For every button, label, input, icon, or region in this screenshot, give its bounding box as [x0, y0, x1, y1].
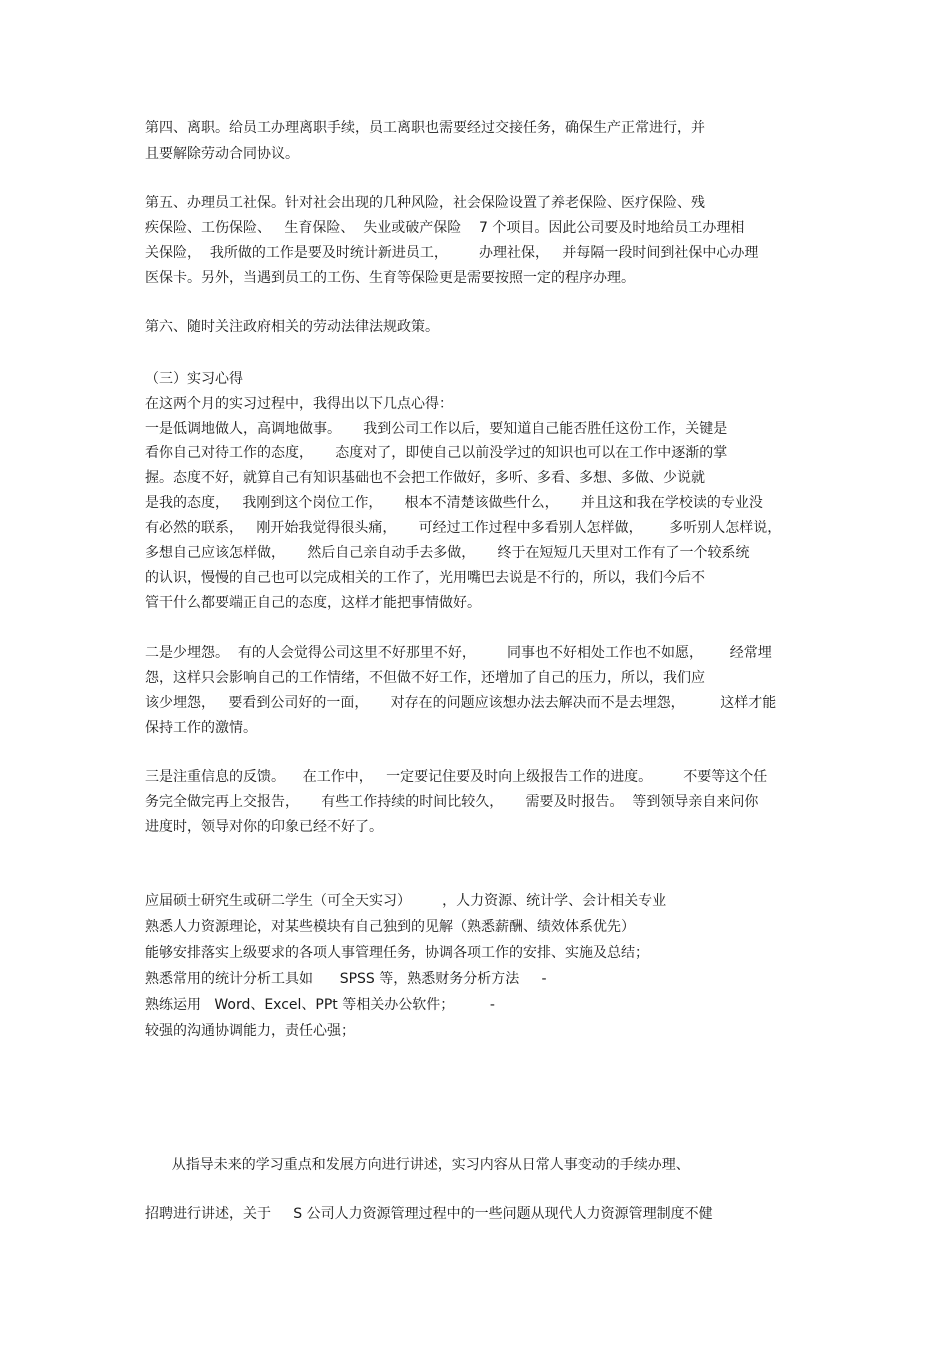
- text-line: 的认识，慢慢的自己也可以完成相关的工作了，光用嘴巴去说是不行的，所以，我们今后不: [145, 570, 705, 586]
- text-line: 关保险， 我所做的工作是要及时统计新进员工， 办理社保， 并每隔一段时间到社保中心办理: [145, 245, 759, 261]
- text-line: 第五、办理员工社保。针对社会出现的几种风险，社会保险设置了养老保险、医疗保险、残: [145, 195, 705, 211]
- requirement-line: 熟悉常用的统计分析工具如 SPSS 等，熟悉财务分析方法 -: [145, 971, 547, 987]
- text-line: 怨，这样只会影响自己的工作情绪，不但做不好工作，还增加了自己的压力，所以，我们应: [145, 670, 705, 686]
- text-line: 在这两个月的实习过程中，我得出以下几点心得：: [145, 396, 453, 412]
- text-line: 招聘进行讲述，关于 S 公司人力资源管理过程中的一些问题从现代人力资源管理制度不健: [145, 1206, 713, 1222]
- text-line: 是我的态度， 我刚到这个岗位工作， 根本不清楚该做些什么， 并且这和我在学校读的专业没: [145, 495, 763, 511]
- text-line: 一是低调地做人，高调地做事。 我到公司工作以后，要知道自己能否胜任这份工作，关键是: [145, 421, 728, 437]
- text-line: 进度时，领导对你的印象已经不好了。: [145, 819, 383, 835]
- requirement-line: 较强的沟通协调能力，责任心强；: [145, 1023, 355, 1039]
- text-line: 三是注重信息的反馈。 在工作中， 一定要记住要及时向上级报告工作的进度。 不要等这个任: [145, 769, 768, 785]
- requirement-line: 熟悉人力资源理论，对某些模块有自己独到的见解（熟悉薪酬、绩效体系优先）: [145, 919, 635, 935]
- text-line: 管干什么都要端正自己的态度，这样才能把事情做好。: [145, 595, 481, 611]
- text-line: 握。态度不好，就算自己有知识基础也不会把工作做好，多听、多看、多想、多做、少说就: [145, 470, 705, 486]
- text-line: 该少埋怨， 要看到公司好的一面， 对存在的问题应该想办法去解决而不是去埋怨， 这样才能: [145, 695, 777, 711]
- text-line: 且要解除劳动合同协议。: [145, 146, 299, 162]
- text-line: 第六、随时关注政府相关的劳动法律法规政策。: [145, 319, 439, 335]
- text-line: 第四、离职。给员工办理离职手续，员工离职也需要经过交接任务，确保生产正常进行，并: [145, 120, 705, 136]
- text-line: 从指导未来的学习重点和发展方向进行讲述，实习内容从日常人事变动的手续办理、: [145, 1157, 690, 1173]
- text-line: 看你自己对待工作的态度， 态度对了，即使自己以前没学过的知识也可以在工作中逐渐的掌: [145, 445, 728, 461]
- text-line: 务完全做完再上交报告， 有些工作持续的时间比较久， 需要及时报告。 等到领导亲自来问你: [145, 794, 759, 810]
- text-line: 疾保险、工伤保险、 生育保险、 失业或破产保险 7 个项目。因此公司要及时地给员工办理相: [145, 220, 745, 236]
- text-line: 有必然的联系， 刚开始我觉得很头痛， 可经过工作过程中多看别人怎样做， 多听别人怎样说，: [145, 520, 782, 536]
- text-line: 医保卡。另外，当遇到员工的工伤、生育等保险更是需要按照一定的程序办理。: [145, 270, 635, 286]
- requirement-line: 能够安排落实上级要求的各项人事管理任务，协调各项工作的安排、实施及总结；: [145, 945, 649, 961]
- text-line: 多想自己应该怎样做， 然后自己亲自动手去多做， 终于在短短几天里对工作有了一个较系统: [145, 545, 750, 561]
- section-heading: （三）实习心得: [145, 371, 243, 387]
- requirement-line: 熟练运用 Word、Excel、PPt 等相关办公软件； -: [145, 997, 495, 1013]
- text-line: 保持工作的激情。: [145, 720, 257, 736]
- text-line: 二是少埋怨。 有的人会觉得公司这里不好那里不好， 同事也不好相处工作也不如愿， 经常埋: [145, 645, 772, 661]
- requirement-line: 应届硕士研究生或研二学生（可全天实习） ，人力资源、统计学、会计相关专业: [145, 893, 667, 909]
